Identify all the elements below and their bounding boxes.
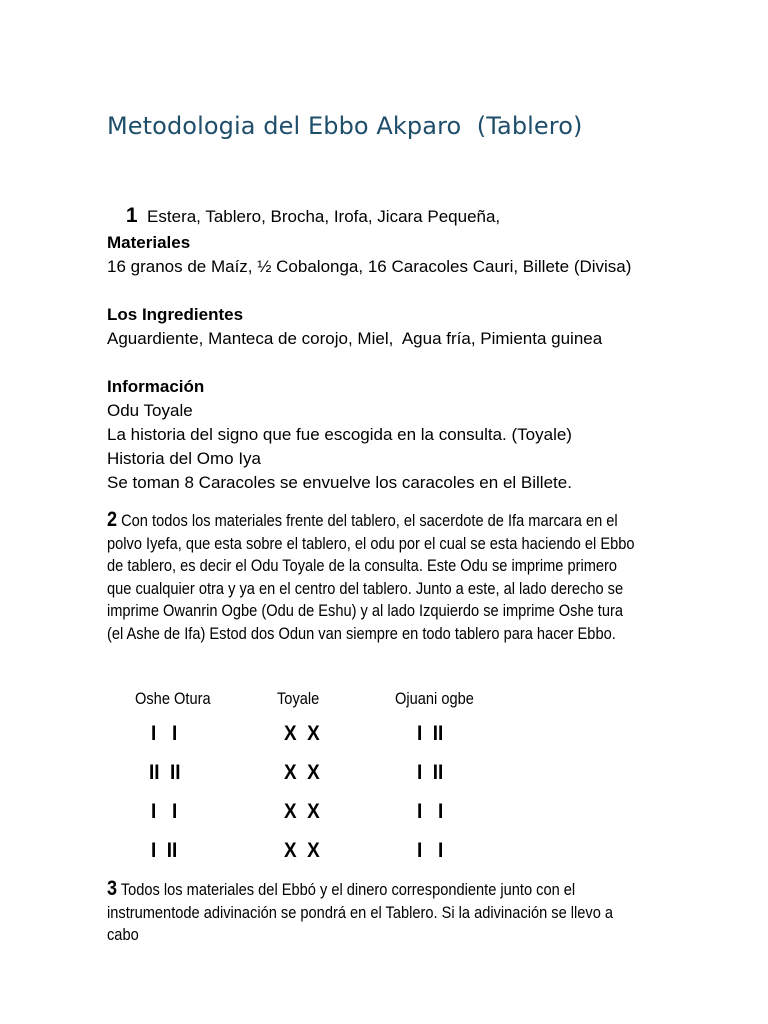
odu-mark: I II [417, 761, 444, 784]
odu-mark: X X [284, 722, 320, 745]
step-3-number: 3 [107, 877, 118, 900]
informacion-line: La historia del signo que fue escogida en la consulta. (Toyale) [107, 425, 572, 444]
informacion-line: Se toman 8 Caracoles se envuelve los caracoles en el Billete. [107, 473, 572, 492]
step-1-number: 1 [125, 204, 138, 227]
odu-mark: II II [149, 761, 181, 784]
informacion-heading: Información [107, 377, 205, 396]
ingredientes-text: Aguardiente, Manteca de corojo, Miel, Agua fría, Pimienta guinea [107, 329, 603, 348]
step-2-number: 2 [107, 508, 118, 531]
materiales-heading: Materiales [107, 233, 191, 252]
materiales-text: 16 granos de Maíz, ½ Cobalonga, 16 Caracoles Cauri, Billete (Divisa) [107, 257, 632, 276]
odu-mark: X X [284, 800, 320, 823]
informacion-line: Odu Toyale [107, 401, 193, 420]
odu-mark: I I [417, 839, 444, 862]
odu-column-header: Ojuani ogbe [395, 689, 474, 708]
step-2 [107, 509, 640, 645]
odu-column-header: Oshe Otura [135, 689, 211, 708]
step-3-text: Todos los materiales del Ebbó y el dinero correspondiente junto con el instrumentode adivinación se pondrá en el Tablero. Si la adivinación se llevo a cabo [107, 880, 614, 944]
step-3 [107, 878, 640, 947]
odu-mark: I I [151, 800, 178, 823]
step-1-text: Estera, Tablero, Brocha, Irofa, Jicara Pequeña, [147, 207, 501, 226]
odu-mark: X X [284, 761, 320, 784]
ingredientes-heading: Los Ingredientes [107, 305, 244, 324]
odu-mark: I II [151, 839, 178, 862]
odu-column-header: Toyale [277, 689, 320, 708]
odu-mark: I I [151, 722, 178, 745]
step-2-text: Con todos los materiales frente del tablero, el sacerdote de Ifa marcara en el polvo Iyefa, que esta sobre el tablero, el odu por el cual se esta haciendo el Ebbo de tablero, es decir el Odu Toyale de la consulta. Este Odu se imprime primero que cualquier otra y ya en el centro del tablero. Junto a este, al lado derecho se imprime Owanrin Ogbe (Odu de Eshu) y al lado Izquierdo se imprime Oshe tura (el Ashe de Ifa) Estod dos Odun van siempre en todo tablero para hacer Ebbo. [107, 511, 635, 643]
odu-mark: I I [417, 800, 444, 823]
odu-mark: X X [284, 839, 320, 862]
informacion-line: Historia del Omo Iya [107, 449, 261, 468]
odu-mark: I II [417, 722, 444, 745]
document-title: Metodologia del Ebbo Akparo (Tablero) [107, 112, 583, 140]
